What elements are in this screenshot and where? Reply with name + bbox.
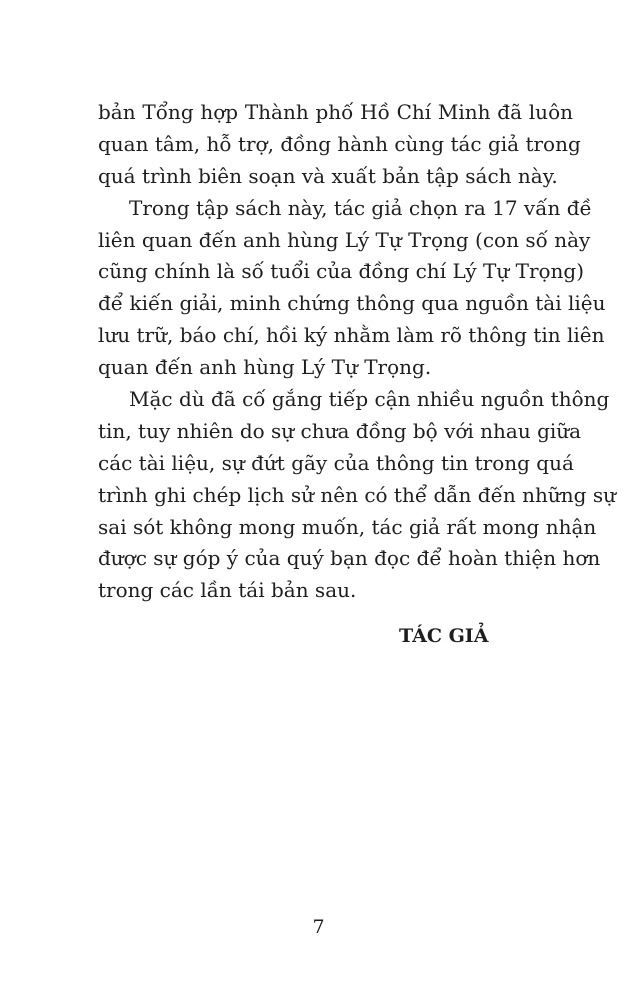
text-line: trình ghi chép lịch sử nên có thể dẫn đến những sự <box>98 482 616 507</box>
text-line: bản Tổng hợp Thành phố Hồ Chí Minh đã luôn <box>98 100 573 124</box>
text-line: các tài liệu, sự đứt gãy của thông tin trong quá <box>98 450 574 475</box>
text-line: được sự góp ý của quý bạn đọc để hoàn thiện hơn <box>98 546 601 571</box>
text-line: để kiến giải, minh chứng thông qua nguồn tài liệu <box>98 291 606 316</box>
author-signature: TÁC GIẢ <box>399 625 489 647</box>
text-line: quan tâm, hỗ trợ, đồng hành cùng tác giả trong <box>98 131 581 156</box>
text-line: cũng chính là số tuổi của đồng chí Lý Tự Trọng) <box>98 259 585 284</box>
text-line: liên quan đến anh hùng Lý Tự Trọng (con số này <box>98 227 591 252</box>
paragraph-closing <box>98 384 616 607</box>
text-line: trong các lần tái bản sau. <box>98 578 357 603</box>
paragraph-acknowledgement <box>98 97 581 193</box>
text-line: sai sót không mong muốn, tác giả rất mong nhận <box>98 514 597 539</box>
text-line: lưu trữ, báo chí, hồi ký nhằm làm rõ thông tin liên <box>98 323 605 348</box>
text-line: tin, tuy nhiên do sự chưa đồng bộ với nhau giữa <box>98 418 582 443</box>
text-line: Mặc dù đã cố gắng tiếp cận nhiều nguồn thông <box>129 387 610 412</box>
page-number: 7 <box>312 916 325 938</box>
text-line: quan đến anh hùng Lý Tự Trọng. <box>98 355 432 380</box>
page-body <box>98 97 616 607</box>
text-line: Trong tập sách này, tác giả chọn ra 17 vấn đề <box>129 195 592 220</box>
paragraph-scope <box>98 193 606 384</box>
text-line: quá trình biên soạn và xuất bản tập sách này. <box>98 163 558 188</box>
